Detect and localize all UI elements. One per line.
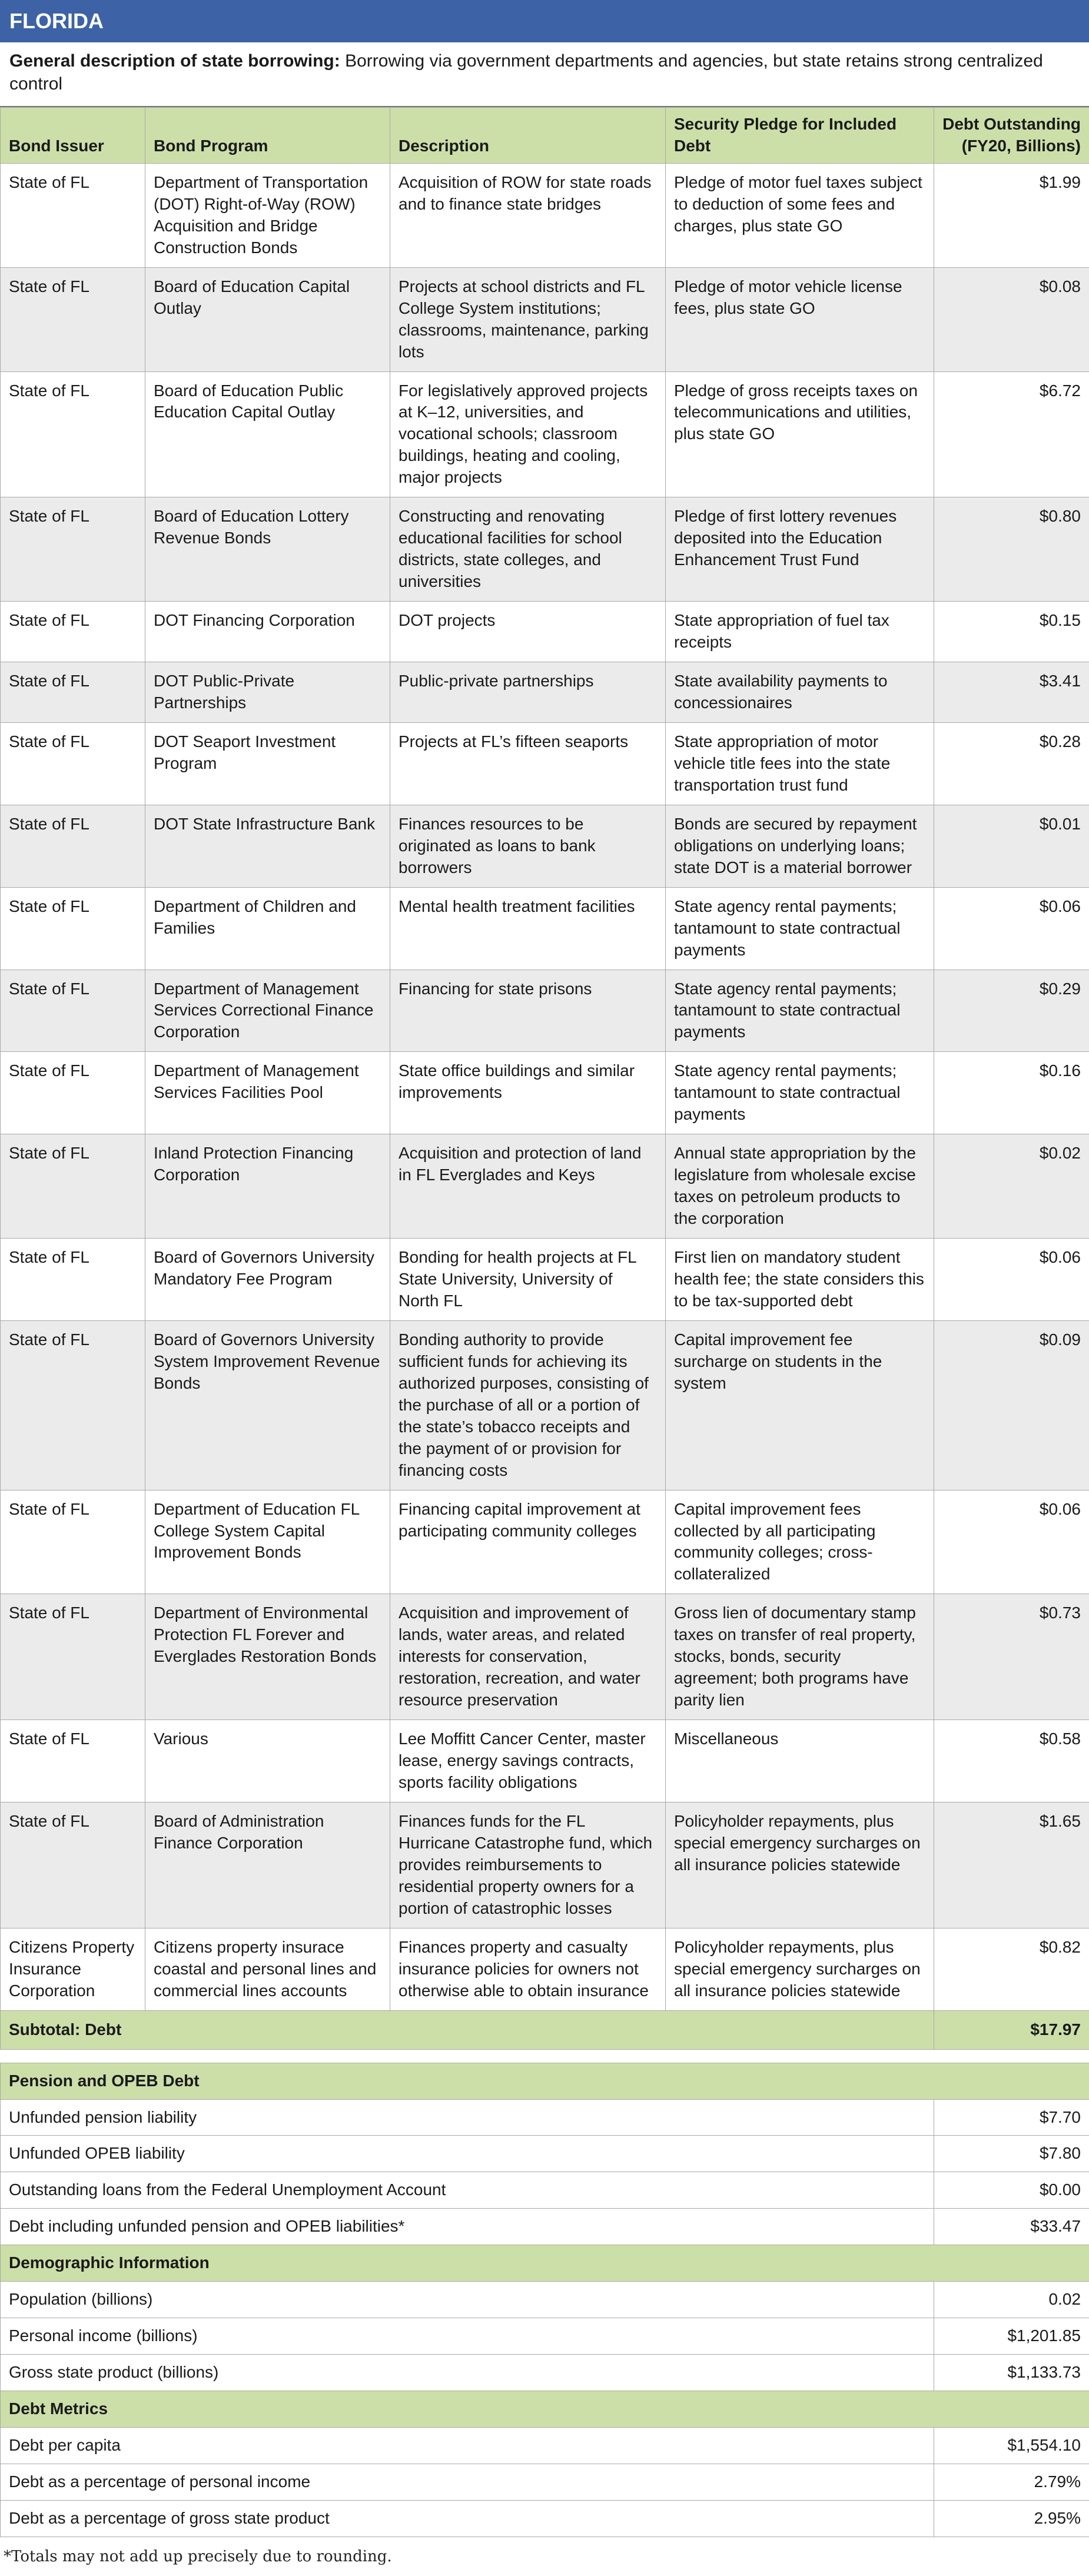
table-row: [1, 805, 1089, 887]
cell-issuer: State of FL: [1, 1720, 145, 1802]
metric-label: Unfunded pension liability: [1, 2099, 934, 2136]
cell-description: Public-private partnerships: [390, 662, 666, 723]
table-row: [1, 371, 1089, 497]
cell-debt: $0.29: [934, 970, 1089, 1052]
footnote: *Totals may not add up precisely due to rounding.: [0, 2537, 1089, 2576]
cell-pledge: Policyholder repayments, plus special emergency surcharges on all insurance policies statewide: [666, 1928, 934, 2010]
cell-program: DOT Seaport Investment Program: [145, 722, 390, 805]
cell-pledge: Capital improvement fee surcharge on students in the system: [666, 1320, 934, 1490]
cell-debt: $0.58: [934, 1720, 1089, 1802]
cell-debt: $0.73: [934, 1594, 1089, 1720]
cell-debt: $0.82: [934, 1928, 1089, 2010]
table-row: [1, 1490, 1089, 1594]
metric-value: 0.02: [934, 2282, 1089, 2318]
table-row: [1, 1052, 1089, 1134]
cell-pledge: Capital improvement fees collected by all participating community colleges; cross-collateralized: [666, 1490, 934, 1594]
cell-program: Department of Children and Families: [145, 887, 390, 970]
cell-description: Projects at FL’s fifteen seaports: [390, 722, 666, 805]
metric-value: $1,133.73: [934, 2355, 1089, 2391]
column-header-description: Description: [390, 108, 666, 164]
cell-debt: $0.80: [934, 497, 1089, 602]
metric-label: Debt including unfunded pension and OPEB liabilities*: [1, 2209, 934, 2245]
cell-pledge: State availability payments to concessionaires: [666, 662, 934, 723]
cell-program: Department of Education FL College System Capital Improvement Bonds: [145, 1490, 390, 1594]
cell-pledge: Pledge of motor vehicle license fees, plus state GO: [666, 267, 934, 371]
cell-program: Board of Education Public Education Capital Outlay: [145, 371, 390, 497]
table-row: [1, 970, 1089, 1052]
cell-debt: $0.01: [934, 805, 1089, 887]
cell-program: Board of Education Lottery Revenue Bonds: [145, 497, 390, 602]
table-row: [1, 1720, 1089, 1802]
cell-program: Department of Management Services Facilities Pool: [145, 1052, 390, 1134]
cell-pledge: State appropriation of fuel tax receipts: [666, 602, 934, 662]
section-title: Debt Metrics: [1, 2391, 1089, 2428]
metrics-table: [0, 2063, 1089, 2537]
cell-program: Department of Management Services Correctional Finance Corporation: [145, 970, 390, 1052]
cell-debt: $0.28: [934, 722, 1089, 805]
metric-row: [1, 2428, 1089, 2464]
metric-value: $7.70: [934, 2099, 1089, 2136]
cell-issuer: State of FL: [1, 970, 145, 1052]
cell-description: Acquisition and improvement of lands, water areas, and related interests for conservation, restoration, recreation, and water resource preservation: [390, 1594, 666, 1720]
column-header-program: Bond Program: [145, 108, 390, 164]
metrics-table-body: [1, 2063, 1089, 2537]
cell-pledge: Miscellaneous: [666, 1720, 934, 1802]
metric-value: 2.95%: [934, 2501, 1089, 2537]
cell-description: Constructing and renovating educational facilities for school districts, state colleges, and universities: [390, 497, 666, 602]
cell-program: Board of Governors University Mandatory Fee Program: [145, 1239, 390, 1321]
cell-program: DOT Public-Private Partnerships: [145, 662, 390, 723]
metric-value: $1,201.85: [934, 2318, 1089, 2355]
table-row: [1, 602, 1089, 662]
cell-program: Board of Administration Finance Corporation: [145, 1802, 390, 1928]
table-row: [1, 497, 1089, 602]
section-header-row: [1, 2245, 1089, 2282]
cell-description: DOT projects: [390, 602, 666, 662]
cell-pledge: Annual state appropriation by the legislature from wholesale excise taxes on petroleum products to the corporation: [666, 1134, 934, 1239]
metric-value: 2.79%: [934, 2464, 1089, 2501]
subtotal-row: [1, 2010, 1089, 2049]
cell-pledge: Pledge of first lottery revenues deposited into the Education Enhancement Trust Fund: [666, 497, 934, 602]
cell-debt: $1.99: [934, 163, 1089, 267]
table-row: [1, 1239, 1089, 1321]
metric-row: [1, 2501, 1089, 2537]
cell-issuer: State of FL: [1, 163, 145, 267]
cell-issuer: State of FL: [1, 267, 145, 371]
cell-program: Citizens property insurace coastal and personal lines and commercial lines accounts: [145, 1928, 390, 2010]
cell-debt: $0.06: [934, 1239, 1089, 1321]
cell-program: Various: [145, 1720, 390, 1802]
column-header-debt: Debt Outstanding (FY20, Billions): [934, 108, 1089, 164]
cell-pledge: Pledge of gross receipts taxes on telecommunications and utilities, plus state GO: [666, 371, 934, 497]
cell-issuer: State of FL: [1, 662, 145, 723]
section-header-row: [1, 2391, 1089, 2428]
cell-issuer: Citizens Property Insurance Corporation: [1, 1928, 145, 2010]
cell-program: Board of Education Capital Outlay: [145, 267, 390, 371]
table-row: [1, 1594, 1089, 1720]
metric-label: Debt per capita: [1, 2428, 934, 2464]
cell-description: Bonding authority to provide sufficient funds for achieving its authorized purposes, consisting of the purchase of all or a portion of the state’s tobacco receipts and the payment of or provision for financing costs: [390, 1320, 666, 1490]
bond-table-header: [1, 108, 1089, 164]
cell-issuer: State of FL: [1, 1052, 145, 1134]
bond-table-body: [1, 163, 1089, 2010]
cell-pledge: Pledge of motor fuel taxes subject to deduction of some fees and charges, plus state GO: [666, 163, 934, 267]
column-header-issuer: Bond Issuer: [1, 108, 145, 164]
cell-description: For legislatively approved projects at K–12, universities, and vocational schools; classroom buildings, heating and cooling, major projects: [390, 371, 666, 497]
table-row: [1, 163, 1089, 267]
state-title: FLORIDA: [9, 9, 104, 34]
table-row: [1, 267, 1089, 371]
section-header-row: [1, 2063, 1089, 2099]
cell-program: Department of Transportation (DOT) Right-of-Way (ROW) Acquisition and Bridge Construction Bonds: [145, 163, 390, 267]
metric-row: [1, 2209, 1089, 2245]
metric-row: [1, 2172, 1089, 2209]
subtotal-label: Subtotal: Debt: [1, 2010, 934, 2049]
cell-pledge: State agency rental payments; tantamount to state contractual payments: [666, 970, 934, 1052]
cell-pledge: State appropriation of motor vehicle title fees into the state transportation trust fund: [666, 722, 934, 805]
metric-label: Unfunded OPEB liability: [1, 2136, 934, 2172]
table-row: [1, 1928, 1089, 2010]
section-spacer: [0, 2050, 1089, 2063]
section-title: Demographic Information: [1, 2245, 1089, 2282]
cell-description: Acquisition of ROW for state roads and to finance state bridges: [390, 163, 666, 267]
cell-issuer: State of FL: [1, 887, 145, 970]
metric-row: [1, 2136, 1089, 2172]
cell-issuer: State of FL: [1, 1320, 145, 1490]
table-row: [1, 722, 1089, 805]
cell-description: Bonding for health projects at FL State University, University of North FL: [390, 1239, 666, 1321]
cell-program: DOT State Infrastructure Bank: [145, 805, 390, 887]
cell-pledge: Bonds are secured by repayment obligations on underlying loans; state DOT is a material borrower: [666, 805, 934, 887]
metric-label: Outstanding loans from the Federal Unemployment Account: [1, 2172, 934, 2209]
cell-description: Finances property and casualty insurance policies for owners not otherwise able to obtain insurance: [390, 1928, 666, 2010]
cell-debt: $6.72: [934, 371, 1089, 497]
cell-pledge: State agency rental payments; tantamount to state contractual payments: [666, 1052, 934, 1134]
cell-program: Board of Governors University System Improvement Revenue Bonds: [145, 1320, 390, 1490]
metric-row: [1, 2282, 1089, 2318]
state-header: [0, 0, 1089, 42]
table-row: [1, 1320, 1089, 1490]
metric-label: Debt as a percentage of personal income: [1, 2464, 934, 2501]
subtotal-value: $17.97: [934, 2010, 1089, 2049]
cell-program: Inland Protection Financing Corporation: [145, 1134, 390, 1239]
cell-pledge: Gross lien of documentary stamp taxes on transfer of real property, stocks, bonds, security agreement; both programs have parity lien: [666, 1594, 934, 1720]
table-row: [1, 887, 1089, 970]
metric-row: [1, 2355, 1089, 2391]
column-header-pledge: Security Pledge for Included Debt: [666, 108, 934, 164]
borrowing-description-label: General description of state borrowing:: [9, 51, 340, 71]
cell-issuer: State of FL: [1, 1594, 145, 1720]
cell-debt: $3.41: [934, 662, 1089, 723]
cell-debt: $0.16: [934, 1052, 1089, 1134]
cell-debt: $0.06: [934, 1490, 1089, 1594]
metric-row: [1, 2464, 1089, 2501]
metric-value: $7.80: [934, 2136, 1089, 2172]
cell-debt: $1.65: [934, 1802, 1089, 1928]
metric-label: Gross state product (billions): [1, 2355, 934, 2391]
borrowing-description-text: Borrowing via government departments and agencies, but state retains strong centralized control: [9, 51, 1043, 94]
cell-debt: $0.09: [934, 1320, 1089, 1490]
cell-description: Projects at school districts and FL College System institutions; classrooms, maintenance, parking lots: [390, 267, 666, 371]
cell-program: Department of Environmental Protection FL Forever and Everglades Restoration Bonds: [145, 1594, 390, 1720]
metric-value: $1,554.10: [934, 2428, 1089, 2464]
table-row: [1, 662, 1089, 723]
cell-debt: $0.06: [934, 887, 1089, 970]
cell-description: Financing for state prisons: [390, 970, 666, 1052]
metric-row: [1, 2318, 1089, 2355]
metric-label: Personal income (billions): [1, 2318, 934, 2355]
cell-issuer: State of FL: [1, 1134, 145, 1239]
table-row: [1, 1802, 1089, 1928]
cell-issuer: State of FL: [1, 805, 145, 887]
borrowing-description: [0, 42, 1089, 107]
cell-description: Finances resources to be originated as loans to bank borrowers: [390, 805, 666, 887]
cell-debt: $0.08: [934, 267, 1089, 371]
cell-debt: $0.02: [934, 1134, 1089, 1239]
cell-program: DOT Financing Corporation: [145, 602, 390, 662]
cell-pledge: First lien on mandatory student health fee; the state considers this to be tax-supported debt: [666, 1239, 934, 1321]
metric-value: $0.00: [934, 2172, 1089, 2209]
metric-label: Population (billions): [1, 2282, 934, 2318]
cell-issuer: State of FL: [1, 1802, 145, 1928]
metric-value: $33.47: [934, 2209, 1089, 2245]
cell-description: Finances funds for the FL Hurricane Catastrophe fund, which provides reimbursements to residential property owners for a portion of catastrophic losses: [390, 1802, 666, 1928]
cell-issuer: State of FL: [1, 1490, 145, 1594]
cell-pledge: State agency rental payments; tantamount to state contractual payments: [666, 887, 934, 970]
cell-description: Acquisition and protection of land in FL Everglades and Keys: [390, 1134, 666, 1239]
cell-description: Financing capital improvement at participating community colleges: [390, 1490, 666, 1594]
cell-issuer: State of FL: [1, 1239, 145, 1321]
cell-description: State office buildings and similar improvements: [390, 1052, 666, 1134]
cell-issuer: State of FL: [1, 497, 145, 602]
section-title: Pension and OPEB Debt: [1, 2063, 1089, 2099]
cell-description: Mental health treatment facilities: [390, 887, 666, 970]
bond-table: [0, 107, 1089, 2050]
metric-label: Debt as a percentage of gross state product: [1, 2501, 934, 2537]
cell-issuer: State of FL: [1, 371, 145, 497]
table-row: [1, 1134, 1089, 1239]
cell-pledge: Policyholder repayments, plus special emergency surcharges on all insurance policies statewide: [666, 1802, 934, 1928]
metric-row: [1, 2099, 1089, 2136]
cell-issuer: State of FL: [1, 602, 145, 662]
cell-debt: $0.15: [934, 602, 1089, 662]
cell-issuer: State of FL: [1, 722, 145, 805]
cell-description: Lee Moffitt Cancer Center, master lease, energy savings contracts, sports facility obligations: [390, 1720, 666, 1802]
